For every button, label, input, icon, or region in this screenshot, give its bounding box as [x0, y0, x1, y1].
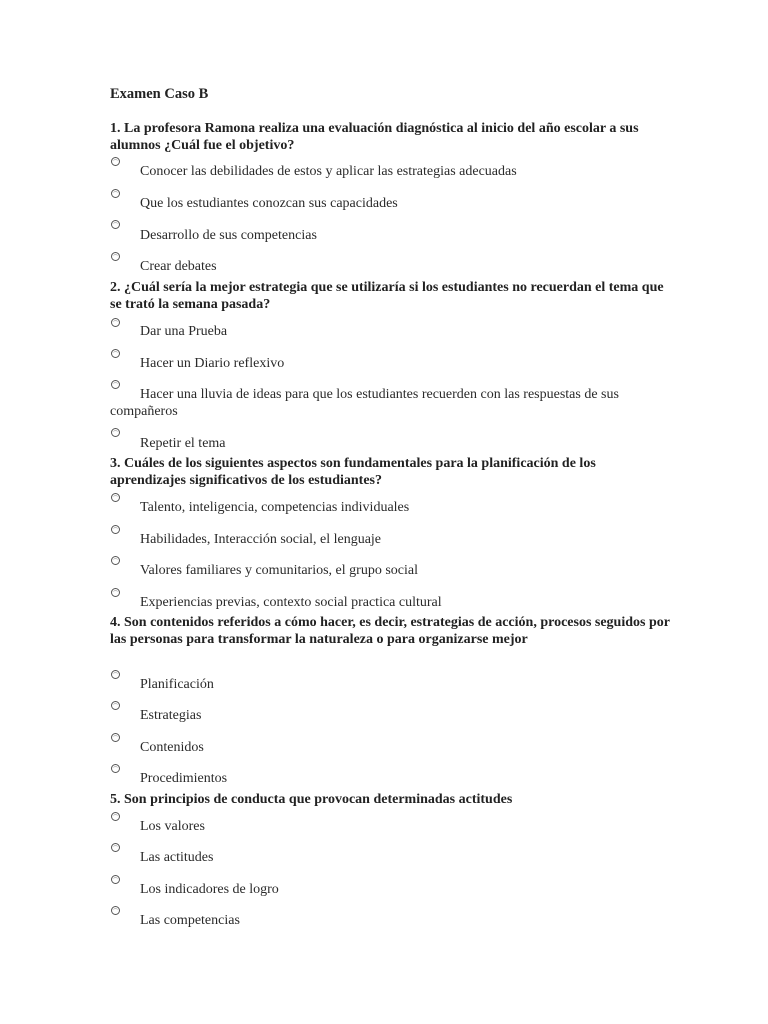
radio-button[interactable]	[111, 701, 120, 710]
answer-option-2a[interactable]: Dar una Prueba	[140, 324, 228, 339]
radio-button[interactable]	[111, 428, 120, 437]
question-3-text: 3. Cuáles de los siguientes aspectos son fundamentales para la planificación de los aprendizajes significativos de los estudiantes?	[110, 456, 596, 488]
radio-button[interactable]	[111, 670, 120, 679]
radio-button[interactable]	[111, 733, 120, 742]
answer-option-5a[interactable]: Los valores	[140, 819, 205, 834]
question-5-text: 5. Son principios de conducta que provocan determinadas actitudes	[110, 792, 513, 807]
question-4-text: 4. Son contenidos referidos a cómo hacer, es decir, estrategias de acción, procesos seguidos por las personas para transformar la naturaleza o para organizarse mejor	[110, 615, 670, 647]
radio-button[interactable]	[111, 157, 120, 166]
answer-option-4b[interactable]: Estrategias	[140, 708, 202, 723]
radio-button[interactable]	[111, 189, 120, 198]
answer-option-2b[interactable]: Hacer un Diario reflexivo	[140, 356, 285, 371]
radio-button[interactable]	[111, 906, 120, 915]
radio-button[interactable]	[111, 252, 120, 261]
radio-button[interactable]	[111, 349, 120, 358]
radio-button[interactable]	[111, 764, 120, 773]
radio-button[interactable]	[111, 525, 120, 534]
answer-option-3c[interactable]: Valores familiares y comunitarios, el grupo social	[140, 563, 418, 578]
answer-option-1c[interactable]: Desarrollo de sus competencias	[140, 228, 317, 243]
radio-button[interactable]	[111, 875, 120, 884]
answer-option-3d[interactable]: Experiencias previas, contexto social practica cultural	[140, 595, 442, 610]
answer-option-3b[interactable]: Habilidades, Interacción social, el lenguaje	[140, 532, 382, 547]
answer-option-1d[interactable]: Crear debates	[140, 259, 217, 274]
answer-option-2c[interactable]: Hacer una lluvia de ideas para que los estudiantes recuerden con las respuestas de sus compañeros	[110, 387, 619, 419]
answer-option-5d[interactable]: Las competencias	[140, 913, 240, 928]
radio-button[interactable]	[111, 493, 120, 502]
question-1-text: 1. La profesora Ramona realiza una evaluación diagnóstica al inicio del año escolar a sus alumnos ¿Cuál fue el objetivo?	[110, 121, 639, 153]
answer-option-2d[interactable]: Repetir el tema	[140, 436, 226, 451]
answer-option-4d[interactable]: Procedimientos	[140, 771, 228, 786]
radio-button[interactable]	[111, 318, 120, 327]
question-2-text: 2. ¿Cuál sería la mejor estrategia que se utilizaría si los estudiantes no recuerdan el tema que se trató la semana pasada?	[110, 280, 664, 312]
answer-option-3a[interactable]: Talento, inteligencia, competencias individuales	[140, 500, 410, 515]
radio-button[interactable]	[111, 220, 120, 229]
answer-option-4c[interactable]: Contenidos	[140, 740, 204, 755]
answer-option-4a[interactable]: Planificación	[140, 677, 214, 692]
radio-button[interactable]	[111, 588, 120, 597]
answer-option-1a[interactable]: Conocer las debilidades de estos y aplicar las estrategias adecuadas	[140, 164, 517, 179]
radio-button[interactable]	[111, 556, 120, 565]
answer-option-5b[interactable]: Las actitudes	[140, 850, 214, 865]
exam-title: Examen Caso B	[110, 86, 209, 102]
answer-option-5c[interactable]: Los indicadores de logro	[140, 882, 279, 897]
answer-option-1b[interactable]: Que los estudiantes conozcan sus capacidades	[140, 196, 398, 211]
radio-button[interactable]	[111, 812, 120, 821]
radio-button[interactable]	[111, 843, 120, 852]
